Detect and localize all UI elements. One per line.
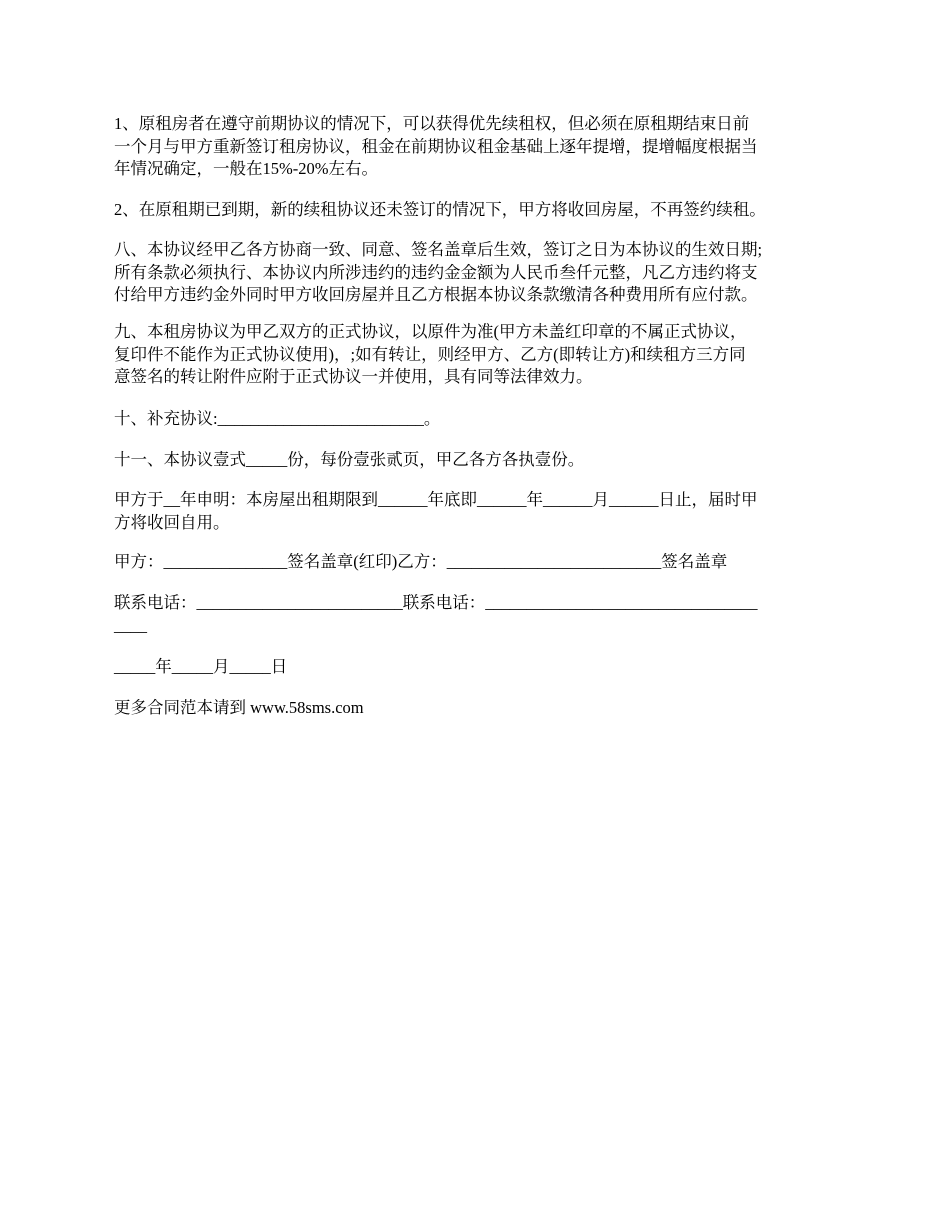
text-line: 九、本租房协议为甲乙双方的正式协议，以原件为准(甲方未盖红印章的不属正式协议， [114,322,747,341]
paragraph-clause-8 [114,239,844,307]
paragraph-landlord-statement [114,489,844,534]
paragraph-footer-note [114,697,844,720]
text-line: 联系电话：_________________________联系电话：_________________________________ [114,593,758,612]
text-line: 方将收回自用。 [114,512,230,532]
text-line: 甲方于__年申明：本房屋出租期限到______年底即______年______月______日止，届时甲 [114,490,758,509]
text-line: 复印件不能作为正式协议使用)，;如有转让，则经甲方、乙方(即转让方)和续租方三方同 [114,344,746,364]
text-line: 八、本协议经甲乙各方协商一致、同意、签名盖章后生效，签订之日为本协议的生效日期; [114,240,763,259]
paragraph-clause-11 [114,449,844,472]
paragraph-renewal-priority [114,113,844,181]
text-line: 意签名的转让附件应附于正式协议一并使用，具有同等法律效力。 [114,367,593,386]
text-line: 甲方：_______________签名盖章(红印)乙方：__________________________签名盖章 [114,552,728,571]
paragraph-clause-10 [114,408,844,431]
text-line: 1、原租房者在遵守前期协议的情况下，可以获得优先续租权，但必须在原租期结束日前 [114,114,750,133]
paragraph-date-line [114,656,844,679]
text-line: 一个月与甲方重新签订租房协议，租金在前期协议租金基础上逐年提增，提增幅度根据当 [114,136,758,156]
text-line: 十一、本协议壹式_____份，每份壹张贰页，甲乙各方各执壹份。 [114,450,585,469]
text-line: 年情况确定，一般在15%-20%左右。 [114,159,378,178]
paragraph-contact-line [114,592,844,637]
paragraph-clause-9 [114,321,844,389]
text-line: _____年_____月_____日 [114,657,288,676]
text-line: 所有条款必须执行、本协议内所涉违约的违约金金额为人民币叁仟元整，凡乙方违约将支 [114,262,758,282]
text-line: 更多合同范本请到 www.58sms.com [114,698,364,717]
text-line: 付给甲方违约金外同时甲方收回房屋并且乙方根据本协议条款缴清各种费用所有应付款。 [114,285,758,304]
text-line: ____ [114,615,147,635]
paragraph-renewal-expired [114,199,844,222]
paragraph-signature-line [114,551,844,574]
text-line: 十、补充协议:_________________________。 [114,409,441,428]
text-line: 2、在原租期已到期，新的续租协议还未签订的情况下，甲方将收回房屋，不再签约续租。 [114,200,766,219]
